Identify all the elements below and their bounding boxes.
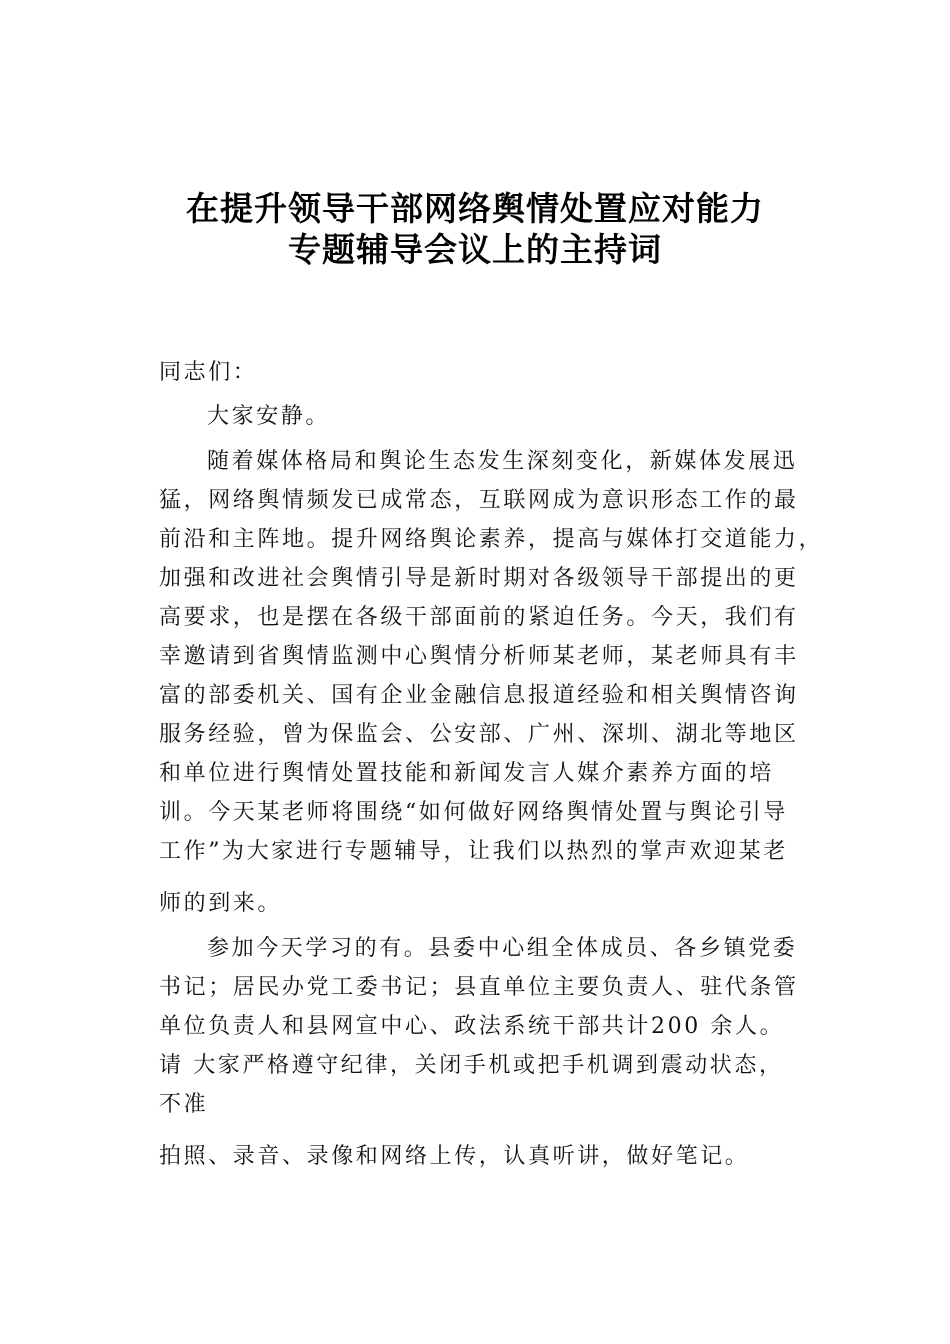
salutation: 同志们： [159,360,258,385]
paragraph-3-line: 书记；居民办党工委书记；县直单位主要负责人、驻代条管 [159,975,799,1000]
paragraph-2-line: 随着媒体格局和舆论生态发生深刻变化，新媒体发展迅 [207,449,798,474]
paragraph-2-line: 师的到来。 [159,891,283,916]
paragraph-3-line: 单位负责人和县网宣中心、政法系统干部共计200 余人。 [159,1014,785,1039]
paragraph-2-line: 服务经验，曾为保监会、公安部、广州、深圳、湖北等地区 [159,722,799,747]
paragraph-2-line: 前沿和主阵地。提升网络舆论素养，提高与媒体打交道能力， [159,527,824,552]
document-title-line-2: 专题辅导会议上的主持词 [288,230,662,269]
paragraph-2-line: 富的部委机关、国有企业金融信息报道经验和相关舆情咨询 [159,683,799,708]
paragraph-3-line: 拍照、录音、录像和网络上传，认真听讲，做好笔记。 [159,1144,750,1169]
paragraph-2-line: 加强和改进社会舆情引导是新时期对各级领导干部提出的更 [159,566,799,591]
paragraph-2-line: 高要求，也是摆在各级干部面前的紧迫任务。今天，我们有 [159,605,799,630]
document-title-line-1: 在提升领导干部网络舆情处置应对能力 [186,189,764,228]
paragraph-2-line: 训。今天某老师将围绕“如何做好网络舆情处置与舆论引导 [159,800,788,825]
paragraph-1: 大家安静。 [207,404,331,429]
paragraph-3-line: 参加今天学习的有。县委中心组全体成员、各乡镇党委 [207,936,798,961]
paragraph-2-line: 工作”为大家进行专题辅导，让我们以热烈的掌声欢迎某老 [159,839,788,864]
paragraph-3-line: 不准 [159,1092,209,1117]
paragraph-2-line: 和单位进行舆情处置技能和新闻发言人媒介素养方面的培 [159,761,775,786]
paragraph-3-line: 请 大家严格遵守纪律，关闭手机或把手机调到震动状态， [159,1053,784,1078]
paragraph-2-line: 幸邀请到省舆情监测中心舆情分析师某老师，某老师具有丰 [159,644,799,669]
paragraph-2-line: 猛，网络舆情频发已成常态，互联网成为意识形态工作的最 [159,488,799,513]
